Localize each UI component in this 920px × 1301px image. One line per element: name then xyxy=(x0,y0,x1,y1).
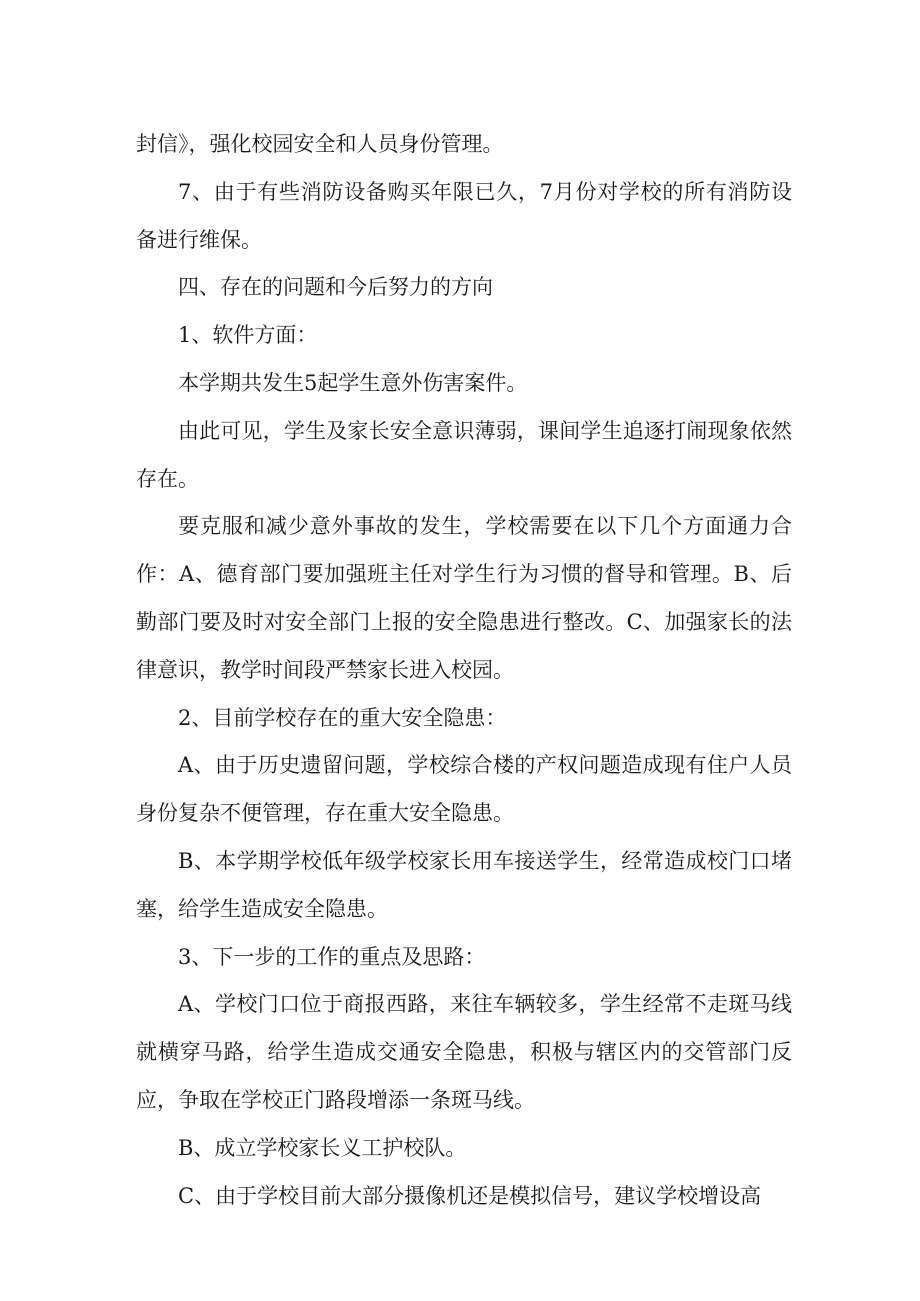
paragraph-step-b: B、成立学校家长义工护校队。 xyxy=(178,1135,467,1160)
subheading-hazards: 2、目前学校存在的重大安全隐患： xyxy=(178,705,507,730)
paragraph-awareness: 由此可见，学生及家长安全意识薄弱，课间学生追逐打闹现象依然存在。 xyxy=(136,418,792,491)
paragraph-step-a: A、学校门口位于商报西路，来往车辆较多，学生经常不走斑马线就横穿马路，给学生造成交通安全隐患，积极与辖区内的交管部门反应，争取在学校正门路段增添一条斑马线。 xyxy=(136,992,792,1112)
paragraph-hazard-b: B、本学期学校低年级学校家长用车接送学生，经常造成校门口堵塞，给学生造成安全隐患。 xyxy=(136,848,792,921)
paragraph-1: 封信》，强化校园安全和人员身份管理。 xyxy=(136,132,504,156)
document-body xyxy=(136,121,792,1220)
section-heading-4: 四、存在的问题和今后努力的方向 xyxy=(178,275,493,300)
paragraph-step-c: C、由于学校目前大部分摄像机还是模拟信号，建议学校增设高 xyxy=(178,1183,762,1208)
paragraph-2: 7、由于有些消防设备购买年限已久，7月份对学校的所有消防设备进行维保。 xyxy=(136,179,792,252)
paragraph-incidents: 本学期共发生5起学生意外伤害案件。 xyxy=(178,370,528,395)
paragraph-measures: 要克服和减少意外事故的发生，学校需要在以下几个方面通力合作：A、德育部门要加强班主任对学生行为习惯的督导和管理。B、后勤部门要及时对安全部门上报的安全隐患进行整改。C、加强家长的法律意识，教学时间段严禁家长进入校园。 xyxy=(136,514,792,682)
subheading-next-steps: 3、下一步的工作的重点及思路： xyxy=(178,944,486,969)
paragraph-hazard-a: A、由于历史遗留问题，学校综合楼的产权问题造成现有住户人员身份复杂不便管理，存在重大安全隐患。 xyxy=(136,753,792,826)
subheading-software: 1、软件方面： xyxy=(178,323,318,348)
